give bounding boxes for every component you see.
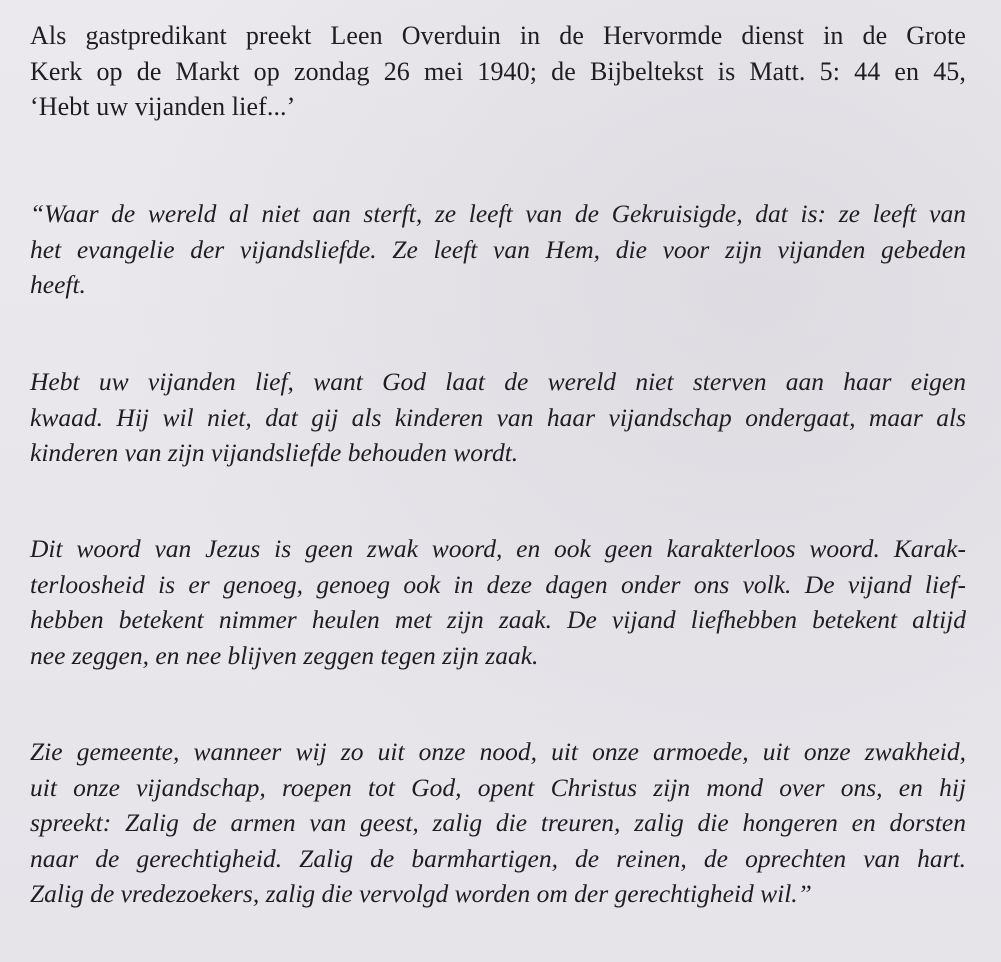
quote-line: heeft. bbox=[30, 270, 86, 299]
quote-line: kwaad. Hij wil niet, dat gij als kinderen van haar vijandschap ondergaat, maar als bbox=[30, 402, 966, 432]
quote-line: hebben betekent nimmer heulen met zijn zaak. De vijand liefhebben betekent altijd bbox=[30, 605, 966, 634]
intro-line: ‘Hebt uw vijanden lief...’ bbox=[30, 92, 296, 121]
intro-paragraph bbox=[30, 18, 966, 125]
quote-line: Zie gemeente, wanneer wij zo uit onze nood, uit onze armoede, uit onze zwakheid, bbox=[30, 737, 966, 766]
quote-line: het evangelie der vijandsliefde. Ze leeft van Hem, die voor zijn vijanden gebeden bbox=[30, 234, 966, 264]
quote-line: uit onze vijandschap, roepen tot God, opent Christus zijn mond over ons, en hij bbox=[30, 772, 966, 802]
quote-paragraph-2 bbox=[30, 364, 966, 471]
quote-paragraph-1 bbox=[30, 196, 966, 303]
quote-line: terloosheid is er genoeg, genoeg ook in deze dagen onder ons volk. De vijand lief- bbox=[30, 569, 966, 599]
quote-line: naar de gerechtigheid. Zalig de barmhartigen, de reinen, de oprechten van hart. bbox=[30, 843, 966, 873]
quote-line: Dit woord van Jezus is geen zwak woord, en ook geen karakterloos woord. Karak- bbox=[30, 534, 966, 563]
quote-line: spreekt: Zalig de armen van geest, zalig die treuren, zalig die hongeren en dorsten bbox=[30, 808, 966, 837]
intro-line: Als gastpredikant preekt Leen Overduin in de Hervormde dienst in de Grote bbox=[30, 21, 966, 50]
quote-line: kinderen van zijn vijandsliefde behouden wordt. bbox=[30, 438, 519, 467]
quote-paragraph-3 bbox=[30, 531, 966, 673]
quote-line: Hebt uw vijanden lief, want God laat de wereld niet sterven aan haar eigen bbox=[30, 367, 966, 396]
quote-paragraph-4 bbox=[30, 734, 966, 912]
quote-line: nee zeggen, en nee blijven zeggen tegen zijn zaak. bbox=[30, 640, 539, 670]
intro-line: Kerk op de Markt op zondag 26 mei 1940; de Bijbeltekst is Matt. 5: 44 en 45, bbox=[30, 56, 966, 86]
quote-line: “Waar de wereld al niet aan sterft, ze leeft van de Gekruisigde, dat is: ze leeft van bbox=[30, 199, 966, 228]
quote-line: Zalig de vredezoekers, zalig die vervolgd worden om der gerechtigheid wil.” bbox=[30, 879, 812, 908]
